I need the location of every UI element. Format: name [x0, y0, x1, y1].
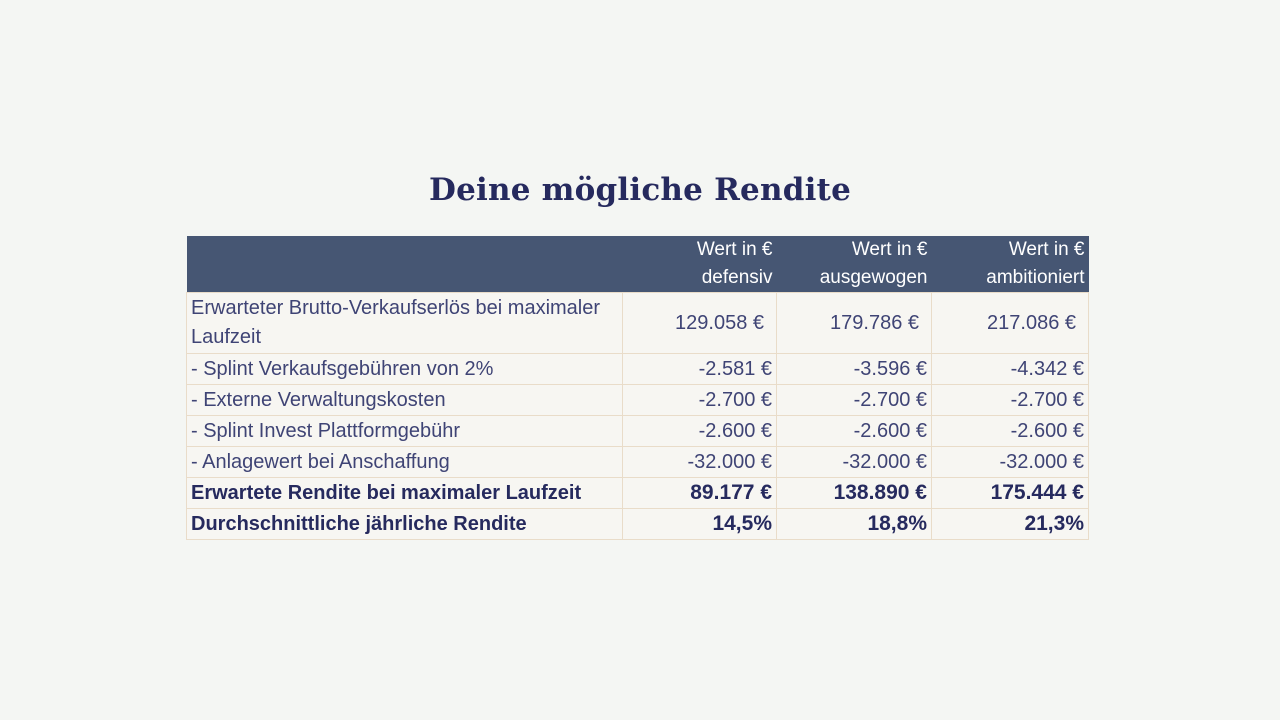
value-ambitioniert: 21,3%	[932, 509, 1089, 540]
table-header-row	[187, 236, 1089, 293]
row-label: Durchschnittliche jährliche Rendite	[187, 509, 623, 540]
value-ausgewogen: -2.700 €	[777, 385, 932, 416]
value-defensiv: -2.581 €	[623, 354, 777, 385]
row-label: - Anlagewert bei Anschaffung	[187, 447, 623, 478]
table-row-sales-fees	[187, 354, 1089, 385]
row-label: - Externe Verwaltungskosten	[187, 385, 623, 416]
value-ambitioniert: 175.444 €	[932, 478, 1089, 509]
header-unit-label: Wert in €	[851, 239, 928, 260]
table-row-platform-fee	[187, 416, 1089, 447]
value-defensiv: 129.058 €	[623, 293, 777, 354]
value-ambitioniert: -4.342 €	[932, 354, 1089, 385]
value-ausgewogen: 138.890 €	[777, 478, 932, 509]
value-defensiv: -32.000 €	[623, 447, 777, 478]
header-strategy-label: ambitioniert	[986, 267, 1085, 288]
row-label: Erwarteter Brutto-Verkaufserlös bei maximaler Laufzeit	[187, 293, 623, 354]
header-strategy-label: defensiv	[701, 267, 773, 288]
header-unit-label: Wert in €	[1008, 239, 1085, 260]
table-row-expected-return	[187, 478, 1089, 509]
row-label: Erwartete Rendite bei maximaler Laufzeit	[187, 478, 623, 509]
value-ambitioniert: -2.600 €	[932, 416, 1089, 447]
row-label: - Splint Invest Plattformgebühr	[187, 416, 623, 447]
value-ausgewogen: -32.000 €	[777, 447, 932, 478]
value-ausgewogen: 179.786 €	[777, 293, 932, 354]
value-ambitioniert: -32.000 €	[932, 447, 1089, 478]
value-ausgewogen: 18,8%	[777, 509, 932, 540]
table-row-gross-proceeds	[187, 293, 1089, 354]
header-ausgewogen	[777, 236, 932, 293]
header-strategy-label: ausgewogen	[819, 267, 928, 288]
header-defensiv	[623, 236, 777, 293]
value-defensiv: -2.700 €	[623, 385, 777, 416]
returns-table	[186, 236, 1089, 540]
row-label: - Splint Verkaufsgebühren von 2%	[187, 354, 623, 385]
value-ausgewogen: -3.596 €	[777, 354, 932, 385]
table-row-annual-return	[187, 509, 1089, 540]
value-defensiv: -2.600 €	[623, 416, 777, 447]
value-ausgewogen: -2.600 €	[777, 416, 932, 447]
value-defensiv: 89.177 €	[623, 478, 777, 509]
header-empty-cell	[187, 236, 623, 293]
table-row-acquisition-value	[187, 447, 1089, 478]
value-ambitioniert: 217.086 €	[932, 293, 1089, 354]
value-defensiv: 14,5%	[623, 509, 777, 540]
page-title: Deine mögliche Rendite	[429, 172, 851, 208]
value-ambitioniert: -2.700 €	[932, 385, 1089, 416]
header-unit-label: Wert in €	[696, 239, 773, 260]
header-ambitioniert	[932, 236, 1089, 293]
table-row-management-costs	[187, 385, 1089, 416]
